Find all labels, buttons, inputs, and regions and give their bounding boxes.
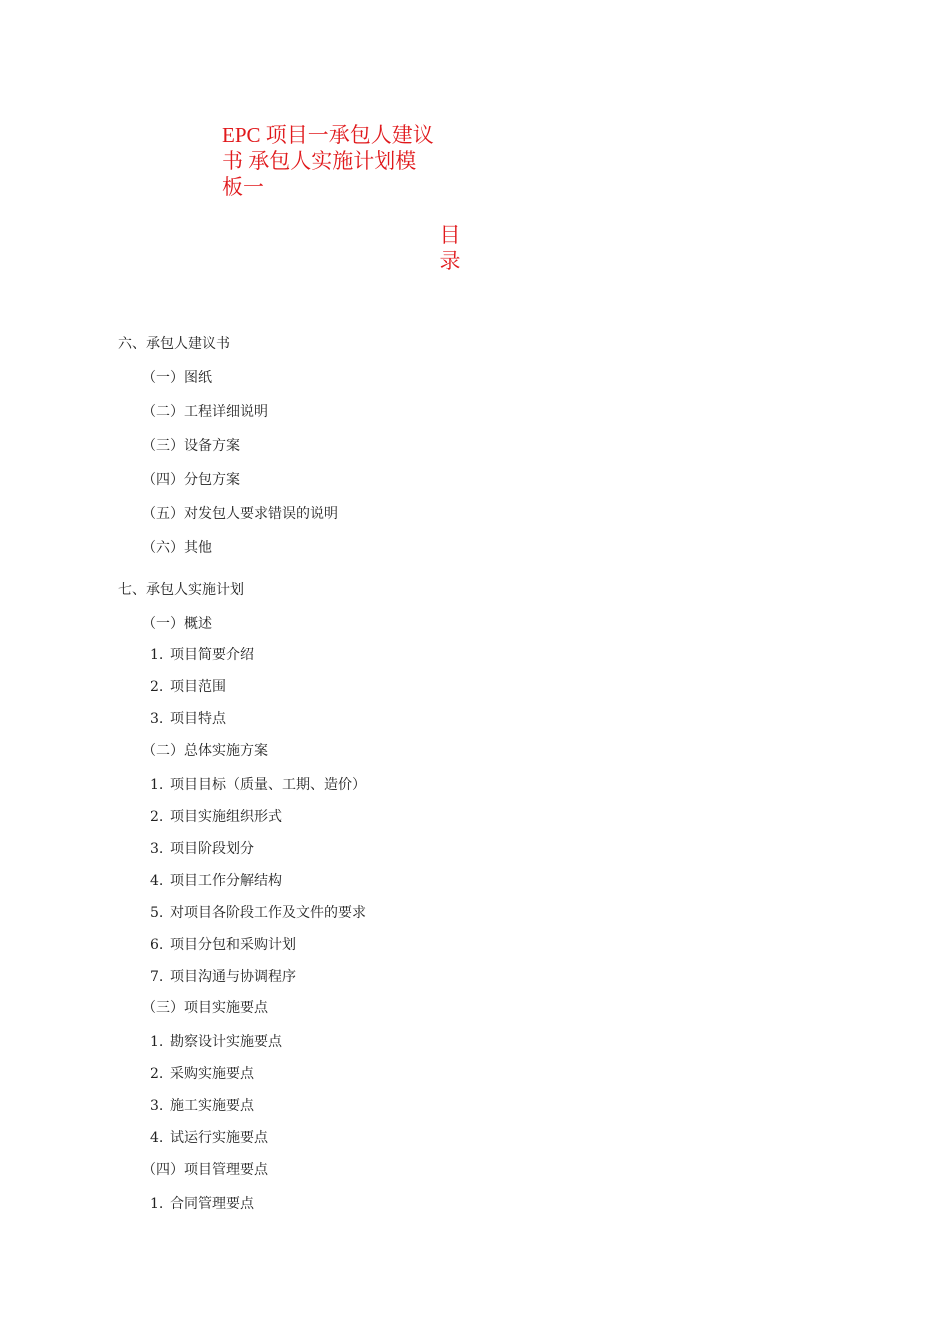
- toc-heading-char: 目: [439, 223, 461, 247]
- toc-subitem: [150, 1065, 254, 1083]
- item-label: 项目沟通与协调程序: [170, 969, 296, 985]
- toc-subitem: [150, 968, 296, 986]
- item-number: 1.: [150, 1034, 164, 1050]
- toc-item: （二）工程详细说明: [142, 404, 268, 420]
- toc-section-7: 七、承包人实施计划: [118, 582, 244, 598]
- item-label: 项目分包和采购计划: [170, 937, 296, 953]
- toc-item: （五）对发包人要求错误的说明: [142, 506, 338, 522]
- document-title-line: 板一: [222, 175, 264, 199]
- toc-subitem: [150, 1033, 282, 1051]
- toc-subitem: [150, 1097, 254, 1115]
- toc-subitem: [150, 1129, 268, 1147]
- toc-heading: [438, 222, 462, 274]
- toc-subitem: [150, 776, 366, 794]
- toc-subitem: [150, 936, 296, 954]
- item-number: 3.: [150, 711, 164, 727]
- toc-section-6: 六、承包人建议书: [118, 336, 230, 352]
- toc-subitem: [150, 904, 366, 922]
- item-label: 对项目各阶段工作及文件的要求: [170, 905, 366, 921]
- document-title: [222, 122, 437, 200]
- toc-subitem: [150, 840, 254, 858]
- item-label: 项目工作分解结构: [170, 873, 282, 889]
- toc-item: （四）项目管理要点: [142, 1162, 268, 1178]
- item-number: 6.: [150, 937, 164, 953]
- item-number: 3.: [150, 1098, 164, 1114]
- item-label: 合同管理要点: [170, 1196, 254, 1212]
- toc-subitem: [150, 872, 282, 890]
- toc-item: （一）概述: [142, 616, 212, 632]
- item-number: 1.: [150, 1196, 164, 1212]
- item-label: 采购实施要点: [170, 1066, 254, 1082]
- item-label: 项目特点: [170, 711, 226, 727]
- item-number: 2.: [150, 1066, 164, 1082]
- item-number: 5.: [150, 905, 164, 921]
- item-label: 项目简要介绍: [170, 647, 254, 663]
- item-number: 1.: [150, 777, 164, 793]
- item-number: 1.: [150, 647, 164, 663]
- item-number: 2.: [150, 679, 164, 695]
- toc-subitem: [150, 1195, 254, 1213]
- document-title-line: EPC 项目一承包人建议: [222, 123, 434, 147]
- toc-subitem: [150, 808, 282, 826]
- toc-subitem: [150, 678, 226, 696]
- toc-item: （四）分包方案: [142, 472, 240, 488]
- item-number: 4.: [150, 1130, 164, 1146]
- item-label: 项目目标（质量、工期、造价）: [170, 777, 366, 793]
- item-label: 勘察设计实施要点: [170, 1034, 282, 1050]
- toc-heading-char: 录: [439, 249, 461, 273]
- item-number: 7.: [150, 969, 164, 985]
- item-label: 项目范围: [170, 679, 226, 695]
- item-label: 施工实施要点: [170, 1098, 254, 1114]
- toc-subitem: [150, 646, 254, 664]
- toc-item: （三）项目实施要点: [142, 1000, 268, 1016]
- toc-item: （二）总体实施方案: [142, 743, 268, 759]
- item-label: 项目实施组织形式: [170, 809, 282, 825]
- document-title-line: 书 承包人实施计划模: [222, 149, 417, 173]
- item-label: 试运行实施要点: [170, 1130, 268, 1146]
- toc-item: （一）图纸: [142, 370, 212, 386]
- item-number: 2.: [150, 809, 164, 825]
- toc-item: （三）设备方案: [142, 438, 240, 454]
- toc-subitem: [150, 710, 226, 728]
- item-number: 3.: [150, 841, 164, 857]
- item-number: 4.: [150, 873, 164, 889]
- item-label: 项目阶段划分: [170, 841, 254, 857]
- toc-item: （六）其他: [142, 540, 212, 556]
